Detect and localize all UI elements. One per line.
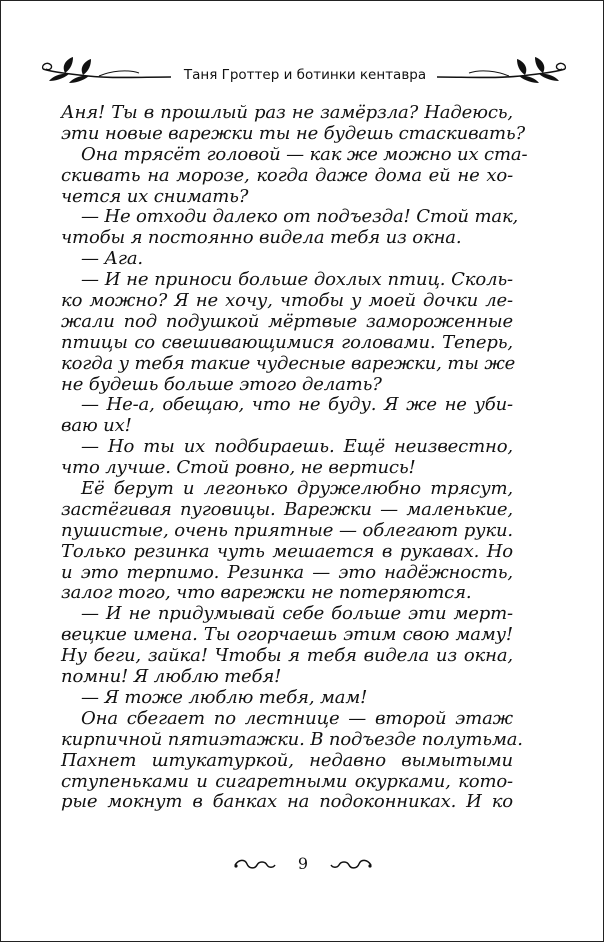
- text-line: жали под подушкой мёртвые замороженные: [61, 310, 513, 332]
- text-line: помни! Я люблю тебя!: [61, 666, 282, 688]
- text-line: — Не-а, обещаю, что не буду. Я же не уби-: [81, 394, 513, 416]
- text-line: — И не приноси больше дохлых птиц. Сколь-: [81, 269, 513, 291]
- text-line: — Я тоже люблю тебя, мам!: [81, 686, 368, 708]
- body-text: [61, 102, 528, 813]
- text-line: и это терпимо. Резинка — это надёжность,: [61, 561, 513, 583]
- text-line: Она трясёт головой — как же можно их ста-: [81, 143, 528, 165]
- text-line: Ну беги, зайка! Чтобы я тебя видела из окна,: [61, 645, 513, 667]
- text-line: Только резинка чуть мешается в рукавах. Но: [61, 540, 513, 562]
- text-line: птицы со свешивающимися головами. Теперь,: [61, 331, 513, 353]
- text-line: чтобы я постоянно видела тебя из окна.: [61, 227, 462, 249]
- text-line: — Не отходи далеко от подъезда! Стой так,: [81, 206, 519, 228]
- text-line: не будешь больше этого делать?: [61, 373, 382, 395]
- text-line: Пахнет штукатуркой, недавно вымытыми: [61, 749, 513, 771]
- running-header: [39, 51, 569, 91]
- text-line: эти новые варежки ты не будешь стаскивать?: [61, 122, 526, 144]
- text-line: — И не придумывай себе больше эти мерт-: [81, 603, 513, 625]
- text-line: Она сбегает по лестнице — второй этаж: [81, 707, 513, 729]
- text-line: рые мокнут в банках на подоконниках. И ко: [61, 791, 513, 813]
- left-vine-ornament-icon: [39, 51, 173, 91]
- text-line: Аня! Ты в прошлый раз не замёрзла? Надеюсь,: [61, 102, 513, 123]
- text-line: скивать на морозе, когда даже дома ей не хо-: [61, 164, 513, 186]
- text-line: кирпичной пятиэтажки. В подъезде полутьма.: [61, 728, 523, 750]
- text-line: вецкие имена. Ты огорчаешь этим свою маму!: [61, 624, 513, 646]
- text-line: ваю их!: [61, 415, 132, 437]
- page-number: 9: [297, 854, 309, 873]
- text-line: когда у тебя такие чудесные варежки, ты же: [61, 352, 516, 374]
- running-title: Таня Гроттер и ботинки кентавра: [183, 67, 427, 83]
- text-line: — Но ты их подбираешь. Ещё неизвестно,: [81, 436, 513, 458]
- text-line: пушистые, очень приятные — облегают руки.: [61, 519, 513, 541]
- right-vine-ornament-icon: [435, 51, 569, 91]
- text-line: что лучше. Стой ровно, не вертись!: [61, 457, 416, 479]
- right-swirl-ornament-icon: [329, 858, 373, 872]
- text-line: чется их снимать?: [61, 185, 249, 207]
- text-line: Её берут и легонько дружелюбно трясут,: [81, 478, 513, 500]
- text-line: ко можно? Я не хочу, чтобы у моей дочки ле-: [61, 290, 513, 312]
- text-line: ступеньками и сигаретными окурками, кото-: [61, 770, 513, 792]
- page-footer: [223, 853, 383, 875]
- text-line: — Ага.: [81, 248, 144, 270]
- text-line: залог того, что варежки не потеряются.: [61, 582, 472, 604]
- text-line: застёгивая пуговицы. Варежки — маленькие,: [61, 498, 513, 520]
